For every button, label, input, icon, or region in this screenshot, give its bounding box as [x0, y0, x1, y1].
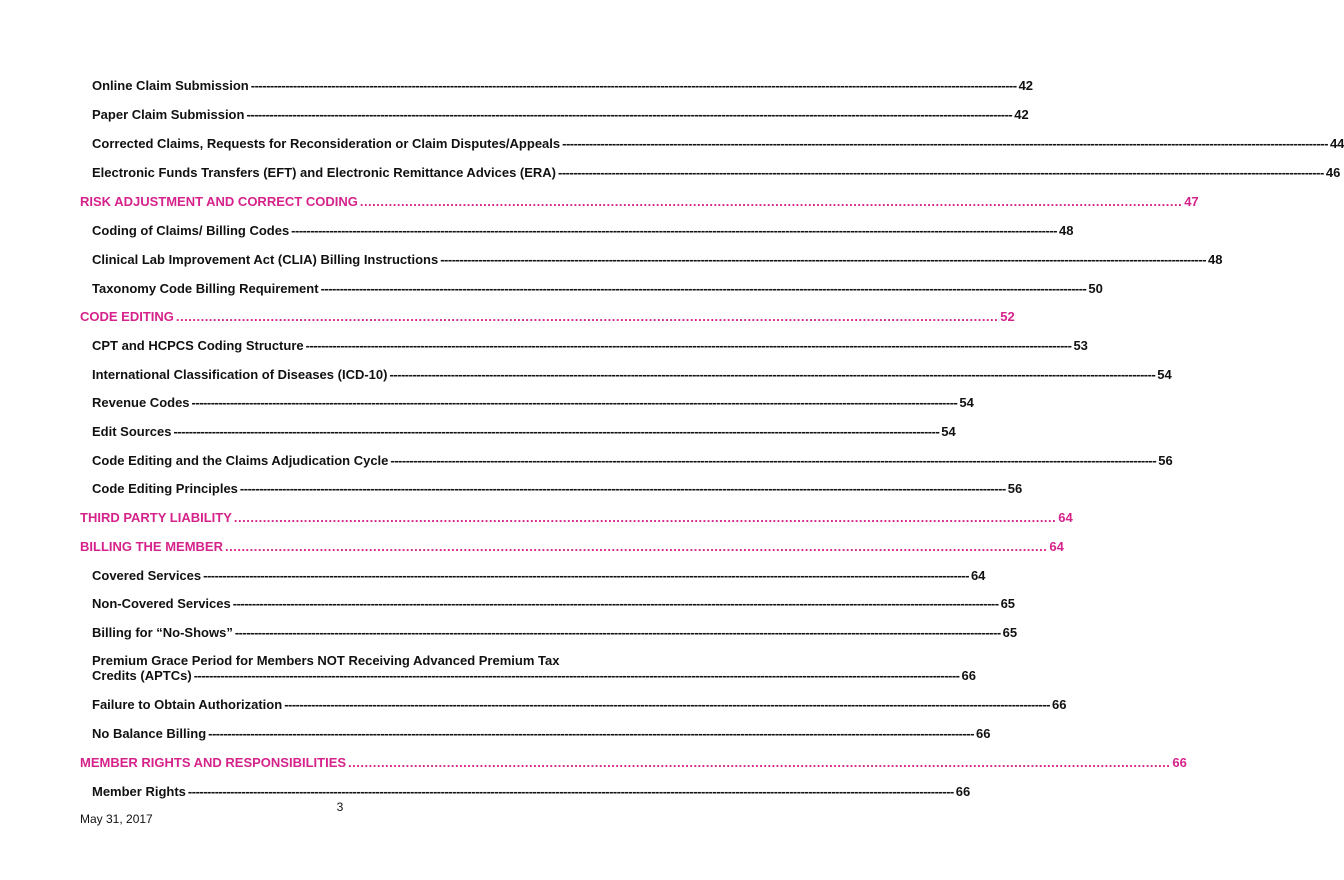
toc-page-number: 66 [1052, 697, 1067, 712]
toc-leader: ........................................................................................................................................................................................................ [348, 755, 1171, 770]
toc-section-entry[interactable] [80, 309, 1015, 324]
toc-leader: -------------------------------------------------------------------------------------------------------------------------------------------------------------------------------------------------------- [562, 136, 1328, 151]
toc-page-number: 42 [1014, 107, 1029, 122]
toc-page-number: 56 [1007, 481, 1023, 496]
toc-page-number: 66 [955, 784, 971, 799]
toc-entry[interactable] [80, 481, 1023, 496]
toc-leader: -------------------------------------------------------------------------------------------------------------------------------------------------------------------------------------------------------- [440, 252, 1207, 267]
toc-page-number: 44 [1329, 136, 1344, 151]
toc-leader: -------------------------------------------------------------------------------------------------------------------------------------------------------------------------------------------------------- [284, 697, 1051, 712]
toc-page-number: 48 [1208, 252, 1223, 267]
toc-entry-title: BILLING THE MEMBER [80, 539, 223, 554]
toc-entry-title: Online Claim Submission [92, 78, 249, 93]
toc-leader: -------------------------------------------------------------------------------------------------------------------------------------------------------------------------------------------------------- [239, 481, 1006, 496]
toc-leader: -------------------------------------------------------------------------------------------------------------------------------------------------------------------------------------------------------- [389, 367, 1156, 382]
toc-page-number: 56 [1158, 453, 1173, 468]
toc-entry[interactable] [80, 453, 1173, 468]
toc-entry-title: Paper Claim Submission [92, 107, 245, 122]
toc-entry-title: Revenue Codes [92, 395, 190, 410]
toc-page-number: 42 [1018, 78, 1034, 93]
toc-entry[interactable] [80, 726, 991, 741]
toc-page-number: 65 [1000, 596, 1016, 611]
toc-entry[interactable] [80, 653, 976, 683]
toc-entry[interactable] [80, 424, 956, 439]
toc-leader: -------------------------------------------------------------------------------------------------------------------------------------------------------------------------------------------------------- [193, 668, 960, 683]
toc-entry[interactable] [80, 625, 1018, 640]
toc-entry-title: Billing for “No-Shows” [92, 625, 233, 640]
toc-entry-title: RISK ADJUSTMENT AND CORRECT CODING [80, 194, 358, 209]
toc-leader: -------------------------------------------------------------------------------------------------------------------------------------------------------------------------------------------------------- [232, 596, 999, 611]
toc-page-number: 54 [1157, 367, 1172, 382]
toc-entry[interactable] [80, 281, 1103, 296]
toc-page-number: 52 [1000, 309, 1015, 324]
toc-leader: -------------------------------------------------------------------------------------------------------------------------------------------------------------------------------------------------------- [305, 338, 1072, 353]
toc-entry[interactable] [80, 395, 974, 410]
toc-page-number: 64 [1049, 539, 1064, 554]
toc-entry[interactable] [80, 697, 1067, 712]
toc-section-entry[interactable] [80, 539, 1064, 554]
toc-page-number: 54 [941, 424, 956, 439]
toc-entry-title: MEMBER RIGHTS AND RESPONSIBILITIES [80, 755, 347, 770]
toc-entry-title: Clinical Lab Improvement Act (CLIA) Billing Instructions [92, 252, 439, 267]
toc-entry[interactable] [80, 568, 986, 583]
toc-entry-title: Non-Covered Services [92, 596, 231, 611]
toc-page-number: 47 [1184, 194, 1199, 209]
toc-entry-title: Corrected Claims, Requests for Reconsideration or Claim Disputes/Appeals [92, 136, 561, 151]
toc-leader: ........................................................................................................................................................................................................ [233, 510, 1057, 525]
toc-entry[interactable] [80, 784, 971, 799]
toc-page-number: 66 [961, 668, 976, 683]
toc-entry-title: Electronic Funds Transfers (EFT) and Electronic Remittance Advices (ERA) [92, 165, 557, 180]
toc-page-number: 54 [959, 395, 974, 410]
toc-page-number: 50 [1088, 281, 1103, 296]
footer-date: May 31, 2017 [80, 812, 153, 826]
toc-entry[interactable] [80, 338, 1088, 353]
toc-entry[interactable] [80, 165, 1341, 180]
toc-entry-title: Covered Services [92, 568, 202, 583]
toc-entry-title: Premium Grace Period for Members NOT Receiving Advanced Premium Tax [92, 653, 560, 668]
toc-leader: -------------------------------------------------------------------------------------------------------------------------------------------------------------------------------------------------------- [320, 281, 1087, 296]
toc-leader: -------------------------------------------------------------------------------------------------------------------------------------------------------------------------------------------------------- [187, 784, 954, 799]
toc-leader: -------------------------------------------------------------------------------------------------------------------------------------------------------------------------------------------------------- [208, 726, 974, 741]
toc-entry[interactable] [80, 107, 1029, 122]
toc-leader: ........................................................................................................................................................................................................ [175, 309, 999, 324]
toc-entry-title: CODE EDITING [80, 309, 174, 324]
toc-entry[interactable] [80, 223, 1074, 238]
toc-entry-title: International Classification of Diseases (ICD-10) [92, 367, 388, 382]
toc-entry-title: Member Rights [92, 784, 186, 799]
toc-leader: -------------------------------------------------------------------------------------------------------------------------------------------------------------------------------------------------------- [246, 107, 1013, 122]
toc-entry-title: Failure to Obtain Authorization [92, 697, 283, 712]
toc-page-number: 66 [1172, 755, 1187, 770]
toc-leader: -------------------------------------------------------------------------------------------------------------------------------------------------------------------------------------------------------- [191, 395, 958, 410]
toc-leader: -------------------------------------------------------------------------------------------------------------------------------------------------------------------------------------------------------- [203, 568, 969, 583]
toc-entry-title: CPT and HCPCS Coding Structure [92, 338, 304, 353]
toc-leader: ........................................................................................................................................................................................................ [359, 194, 1183, 209]
toc-page-number: 46 [1325, 165, 1341, 180]
toc-page-number: 65 [1002, 625, 1018, 640]
toc-entry-title: Code Editing Principles [92, 481, 238, 496]
toc-leader: -------------------------------------------------------------------------------------------------------------------------------------------------------------------------------------------------------- [558, 165, 1324, 180]
toc-leader: ........................................................................................................................................................................................................ [225, 539, 1048, 554]
toc-entry[interactable] [80, 596, 1016, 611]
toc-entry-title: No Balance Billing [92, 726, 207, 741]
toc-entry-title: Coding of Claims/ Billing Codes [92, 223, 290, 238]
toc-entry[interactable] [80, 367, 1172, 382]
toc-page-number: 66 [975, 726, 991, 741]
toc-section-entry[interactable] [80, 194, 1199, 209]
toc-page-number: 64 [970, 568, 986, 583]
toc-page-number: 53 [1073, 338, 1088, 353]
toc-entry[interactable] [80, 252, 1223, 267]
toc-entry-title: Taxonomy Code Billing Requirement [92, 281, 319, 296]
toc-entry-title: Code Editing and the Claims Adjudication Cycle [92, 453, 389, 468]
toc-entry-title: Edit Sources [92, 424, 172, 439]
toc-entry[interactable] [80, 136, 1344, 151]
toc-section-entry[interactable] [80, 510, 1073, 525]
toc-leader: -------------------------------------------------------------------------------------------------------------------------------------------------------------------------------------------------------- [173, 424, 940, 439]
toc-page-number: 48 [1059, 223, 1074, 238]
toc-entry-title-continued: Credits (APTCs) [92, 668, 192, 683]
toc-entry[interactable] [80, 78, 1034, 93]
toc-entry-title: THIRD PARTY LIABILITY [80, 510, 232, 525]
toc-page-number: 64 [1058, 510, 1073, 525]
page-number: 3 [336, 800, 344, 814]
toc-leader: -------------------------------------------------------------------------------------------------------------------------------------------------------------------------------------------------------- [291, 223, 1057, 238]
toc-leader: -------------------------------------------------------------------------------------------------------------------------------------------------------------------------------------------------------- [390, 453, 1157, 468]
toc-leader: -------------------------------------------------------------------------------------------------------------------------------------------------------------------------------------------------------- [234, 625, 1001, 640]
toc-section-entry[interactable] [80, 755, 1187, 770]
toc-leader: -------------------------------------------------------------------------------------------------------------------------------------------------------------------------------------------------------- [250, 78, 1017, 93]
